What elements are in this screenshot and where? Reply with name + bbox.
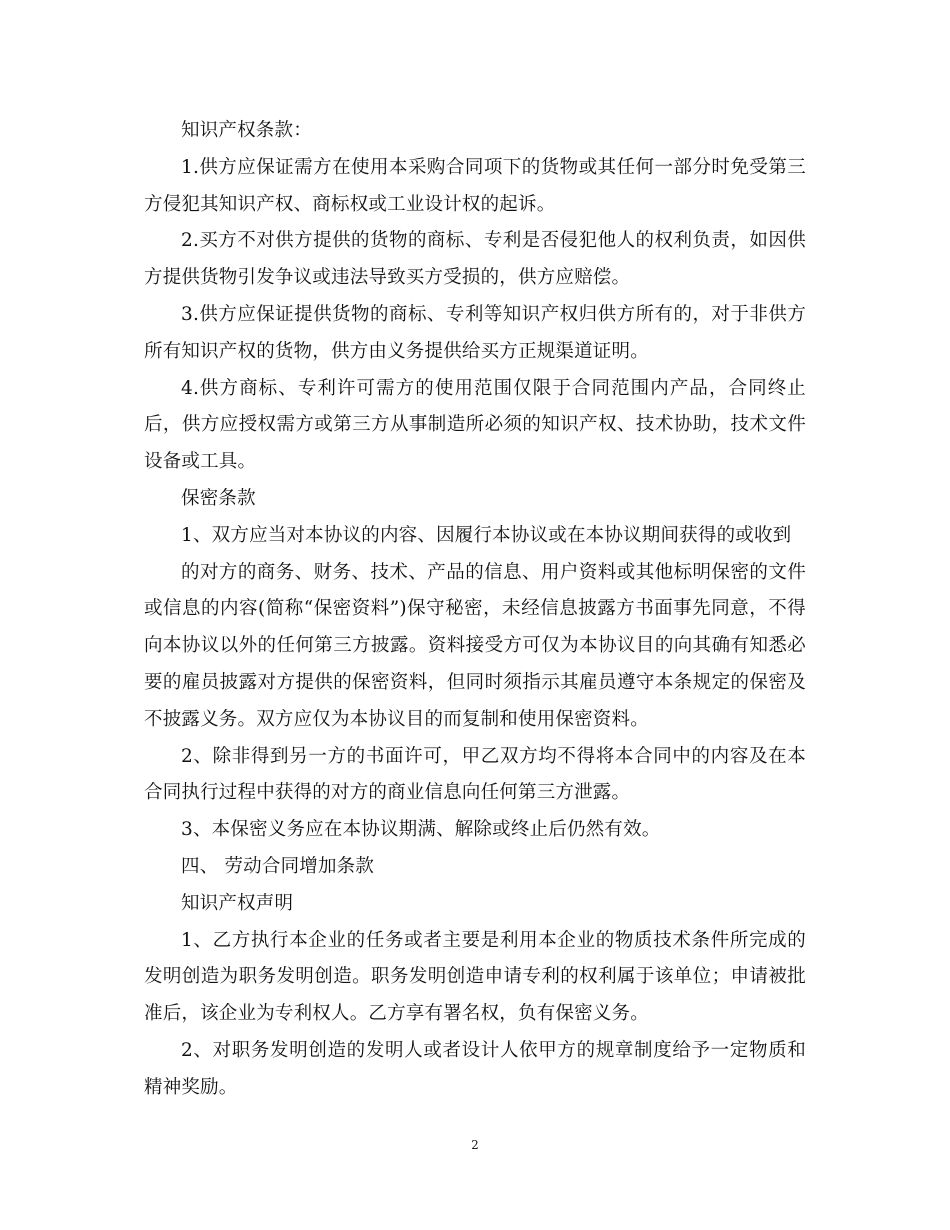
section-heading-ip-clause: 知识产权条款：	[181, 120, 312, 141]
paragraph-confidentiality-1a: 1、双方应当对本协议的内容、因履行本协议或在本协议期间获得的或收到	[181, 524, 792, 546]
document-body	[144, 113, 806, 1107]
paragraph-ip-2: 2.买方不对供方提供的货物的商标、专利是否侵犯他人的权利负责，如因供方提供货物引发争议或违法导致买方受损的，供方应赔偿。	[144, 230, 806, 289]
paragraph-ip-4: 4.供方商标、专利许可需方的使用范围仅限于合同范围内产品，合同终止后，供方应授权需方或第三方从事制造所必须的知识产权、技术协助，技术文件设备或工具。	[144, 377, 806, 473]
section-heading-ip-statement: 知识产权声明	[181, 892, 294, 914]
page-number: 2	[471, 1138, 479, 1152]
paragraph-confidentiality-2: 2、除非得到另一方的书面许可，甲乙双方均不得将本合同中的内容及在本合同执行过程中获得的对方的商业信息向任何第三方泄露。	[144, 745, 806, 804]
paragraph-ip-3: 3.供方应保证提供货物的商标、专利等知识产权归供方所有的，对于非供方所有知识产权的货物，供方由义务提供给买方正规渠道证明。	[144, 303, 806, 362]
paragraph-ip-statement-1: 1、乙方执行本企业的任务或者主要是利用本企业的物质技术条件所完成的发明创造为职务发明创造。职务发明创造申请专利的权利属于该单位；申请被批准后，该企业为专利权人。乙方享有署名权，负有保密义务。	[144, 929, 806, 1025]
paragraph-confidentiality-3: 3、本保密义务应在本协议期满、解除或终止后仍然有效。	[181, 819, 661, 841]
paragraph-ip-statement-2: 2、对职务发明创造的发明人或者设计人依甲方的规章制度给予一定物质和精神奖励。	[144, 1039, 806, 1098]
paragraph-confidentiality-1b: 的对方的商务、财务、技术、产品的信息、用户资料或其他标明保密的文件或信息的内容(简称“保密资料”)保守秘密，未经信息披露方书面事先同意，不得向本协议以外的任何第三方披露。资料接受方可仅为本协议目的向其确有知悉必要的雇员披露对方提供的保密资料，但同时须指示其雇员遵守本条规定的保密及不披露义务。双方应仅为本协议目的而复制和使用保密资料。	[144, 561, 806, 730]
paragraph-ip-1: 1.供方应保证需方在使用本采购合同项下的货物或其任何一部分时免受第三方侵犯其知识产权、商标权或工业设计权的起诉。	[144, 156, 806, 215]
section-heading-confidentiality: 保密条款	[181, 487, 256, 509]
section-heading-labor-contract: 四、 劳动合同增加条款	[181, 855, 375, 877]
